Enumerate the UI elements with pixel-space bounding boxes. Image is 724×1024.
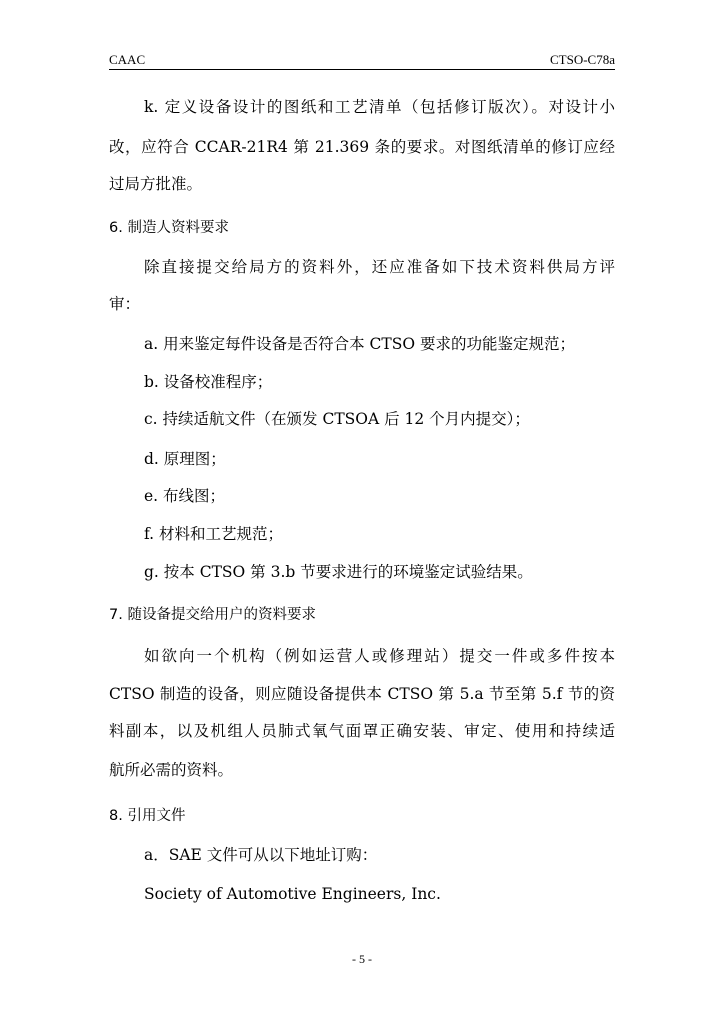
section-7-heading: 7. 随设备提交给用户的资料要求 [109,607,316,623]
header-right-text: CTSO-C78a [550,52,615,67]
section-6-heading: 6. 制造人资料要求 [109,220,229,236]
section-8-heading: 8. 引用文件 [109,808,186,824]
list-item: g. 按本 CTSO 第 3.b 节要求进行的环境鉴定试验结果。 [144,563,533,581]
page-number: - 5 - [352,952,372,966]
list-item: d. 原理图； [144,450,226,468]
section-7-line-1: 如欲向一个机构（例如运营人或修理站）提交一件或多件按本 [144,647,615,665]
paragraph-k-line-1: k. 定义设备设计的图纸和工艺清单（包括修订版次）。对设计小 [144,98,615,116]
section-6-intro-line-1: 除直接提交给局方的资料外，还应准备如下技术资料供局方评 [144,258,615,276]
section-8-item-a: a．SAE 文件可从以下地址订购： [144,846,378,864]
list-item: e. 布线图； [144,487,226,505]
list-item: c. 持续适航文件（在颁发 CTSOA 后 12 个月内提交）； [144,410,530,428]
section-6-intro-line-2: 审： [109,295,141,313]
section-8-address: Society of Automotive Engineers, Inc. [144,885,441,903]
list-item: a. 用来鉴定每件设备是否符合本 CTSO 要求的功能鉴定规范； [144,335,575,353]
list-item: f. 材料和工艺规范； [144,525,284,543]
list-item: b. 设备校准程序； [144,373,273,391]
paragraph-k-line-3: 过局方批准。 [109,175,203,193]
header-rule [109,69,615,70]
section-7-line-4: 航所必需的资料。 [109,761,234,779]
paragraph-k-line-2: 改，应符合 CCAR-21R4 第 21.369 条的要求。对图纸清单的修订应经 [109,138,615,156]
page-header [109,52,615,68]
section-7-line-3: 料副本，以及机组人员肺式氧气面罩正确安装、审定、使用和持续适 [109,722,615,740]
section-7-line-2: CTSO 制造的设备，则应随设备提供本 CTSO 第 5.a 节至第 5.f 节的资 [109,685,615,703]
header-left-text: CAAC [109,52,146,67]
